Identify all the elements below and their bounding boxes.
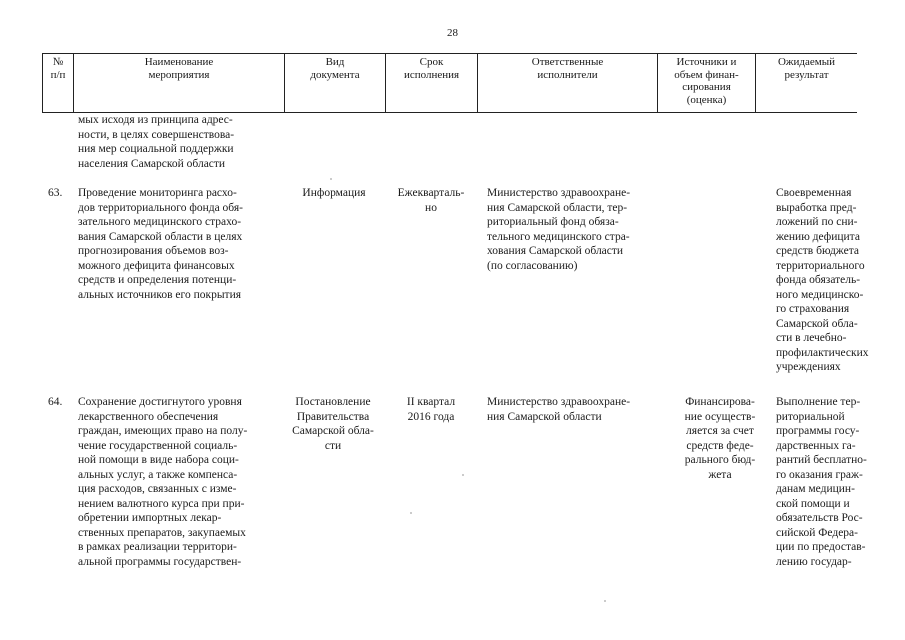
row-63-doc-type: Информация bbox=[302, 187, 366, 199]
header-responsible: Ответственные исполнители bbox=[478, 54, 658, 112]
row-63-responsible: Министерство здравоохране- ния Самарской области, тер- риториальный фонд обяза- тельного медицинского стра- хования Самарской области (по согласованию) bbox=[487, 187, 631, 272]
row-63-num: 63. bbox=[48, 187, 63, 199]
row-64-deadline: II квартал 2016 года bbox=[406, 396, 456, 423]
row-64-doc-type: Постановление Правительства Самарской обла- сти bbox=[292, 396, 374, 452]
header-result: Ожидаемый результат bbox=[777, 56, 836, 81]
scan-speck bbox=[462, 474, 464, 476]
continuation-name: мых исходя из принципа адрес- ности, в целях совершенствова- ния мер социальной поддержки населения Самарской области bbox=[78, 114, 235, 170]
table-header bbox=[42, 53, 857, 113]
header-doc-type: Вид документа bbox=[285, 54, 386, 112]
header-deadline: Срок исполнения bbox=[386, 54, 478, 112]
page-number: 28 bbox=[447, 27, 458, 39]
row-63-name: Проведение мониторинга расхо- дов территориального фонда обя- зательного медицинского страхо- вания Самарской области в целях прогнозирования объемов воз- можного дефицита финансовых средств и определения потенци- альных источников его покрытия bbox=[78, 187, 243, 301]
header-num: № п/п bbox=[43, 54, 74, 112]
row-64-responsible: Министерство здравоохране- ния Самарской области bbox=[487, 396, 631, 423]
header-sources: Источники и объем финан- сирования (оценка) bbox=[658, 54, 756, 112]
row-64-name: Сохранение достигнутого уровня лекарственного обеспечения граждан, имеющих право на полу- чение государственной социаль- ной помощи в виде набора соци- альных услуг, а также компенса- ция расходов, связанных с изме- нением валютного курса при при- обретении импортных лекар- ственных препаратов, закупаемых в рамках реализации территори- альной программы государствен- bbox=[78, 396, 248, 568]
row-64-sources: Финансирова- ние осуществ- ляется за счет средств феде- рального бюд- жета bbox=[684, 396, 756, 481]
row-63-deadline: Ежекварталь- но bbox=[397, 187, 465, 214]
row-64-result: Выполнение тер- риториальной программы госу- дарственных га- рантий бесплатно- го оказания граж- данам медицин- ской помощи и обязательств Рос- сийской Федера- ции по предостав- лению государ- bbox=[776, 396, 867, 568]
scan-speck bbox=[604, 600, 606, 602]
scan-speck bbox=[330, 178, 332, 180]
scan-speck bbox=[410, 512, 412, 514]
row-64-num: 64. bbox=[48, 396, 63, 408]
header-name: Наименование мероприятия bbox=[74, 54, 285, 112]
row-63-result: Своевременная выработка пред- ложений по сни- жению дефицита средств бюджета территориального фонда обязатель- ного медицинско- го страхования Самарской обла- сти в лечебно- профилактических учреждениях bbox=[776, 187, 869, 373]
